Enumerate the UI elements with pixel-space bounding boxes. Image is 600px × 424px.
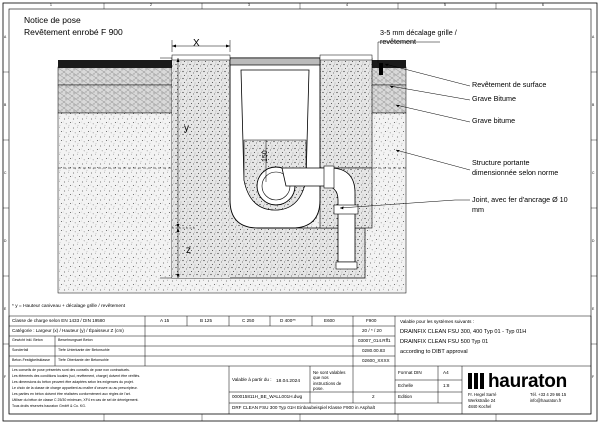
footnote: * y = Hauteur caniveau + décalage grille / revêtement — [12, 304, 126, 309]
company-mail: info@hauraton.fr — [530, 398, 562, 403]
disclaimer-line-3: Les dimensions du béton peuvent être adaptées selon les exigences du projet. — [12, 380, 134, 384]
grid-row-e: E — [4, 307, 7, 311]
side-row-3-value: Tiefe Oberkante der Betonsohle — [58, 358, 109, 362]
row-load-class-label: Classe de charge selon EN 1433 / DIN 19580 — [12, 318, 105, 323]
callout-grave-bitume-1: Grave Bitume — [472, 94, 516, 103]
code-2: 0280.00.83 — [362, 348, 385, 353]
load-class-f900: F900 — [366, 318, 377, 323]
grid-row-d: D — [4, 239, 7, 243]
grid-col-5: 5 — [444, 3, 446, 7]
side-row-2-label: Sonderfall — [12, 348, 29, 352]
grating — [230, 58, 320, 65]
disclaimer-line-2: Les éléments des conditions locales (sol, revêtement, charge) doivent être vérifiés. — [12, 374, 141, 378]
dimension-y-label: y — [184, 123, 189, 134]
side-row-1-value: Bewehrungsart Beton — [58, 338, 93, 342]
callout-joint-line1: Joint, avec fer d'ancrage Ø 10 — [472, 195, 568, 204]
sheet-title-line1: Notice de pose — [24, 15, 81, 25]
callout-surface: Revêtement de surface — [472, 80, 547, 89]
grid-col-3: 3 — [248, 3, 250, 7]
grid-row-b-right: B — [592, 103, 595, 107]
format-label: Format DIN — [398, 370, 422, 375]
asphalt-left — [58, 60, 173, 68]
company-addr1: Fr. Hegel Sarré — [468, 392, 497, 397]
valid-for-label: Valable pour les systèmes suivants : — [400, 319, 474, 324]
disclaimer-line-6: Utiliser du béton de classe C 25/30 minimum, XF4 en cas de sel de déneigement. — [12, 398, 139, 402]
row-dimensions-label: Catégorie : Largeur (x) / Hauteur (y) / Épaisseur Z (cm) — [12, 328, 124, 333]
system-1: DRAINFIX CLEAN FSU 300, 400 Typ 01 - Typ 01H — [400, 329, 527, 335]
side-row-2-value: Tiefe Unterkante der Betonsohle — [58, 348, 110, 352]
load-class-c250: C 250 — [242, 318, 255, 323]
dimension-150-label: 150 — [262, 150, 269, 162]
disclaimer-line-1: Les conseils de pose présentés sont des conseils de pose non contractuels. — [12, 368, 130, 372]
code-1: 03007_014.Rff1 — [358, 338, 391, 343]
dims-value: 20 / * / 20 — [362, 328, 382, 333]
grid-row-f: F — [4, 375, 7, 379]
note: Ne sont valables que nos instructions de pose. — [313, 370, 346, 391]
sheet-title-line2: Revêtement enrobé F 900 — [24, 27, 123, 37]
scale-value: 1:8 — [443, 383, 450, 388]
dimension-z-label: z — [186, 245, 191, 256]
company-addr2: Werkstraße 24 — [468, 398, 496, 403]
edition-label: Edition — [398, 394, 413, 399]
callout-gap-line1: 3-5 mm décalage grille / — [380, 28, 457, 37]
company-addr3: 4840 Kochel — [468, 404, 492, 409]
grid-col-1: 1 — [50, 3, 52, 7]
callout-joint-line2: mm — [472, 205, 484, 214]
valid-from-date: 18.04.2024 — [276, 379, 301, 384]
company-phone: Tél. +33 4 29 66 15 — [530, 392, 567, 397]
anchor-bar-top — [379, 63, 383, 75]
callout-structure-line1: Structure portante — [472, 158, 530, 167]
code-3: 02600_XXXX — [362, 358, 390, 363]
load-class-e600: E600 — [324, 318, 335, 323]
grid-row-c: C — [4, 171, 7, 175]
side-row-1-label: Gewicht inkl. Beton — [12, 338, 43, 342]
drawing-number: 000015811H_BE_WALL001H.dwg — [232, 394, 303, 399]
disclaimer-line-4: Le choix de la classe de charge appartient au maître d'oeuvre ou au prescripteur. — [12, 386, 138, 390]
grid-row-f-right: F — [592, 375, 595, 379]
grid-row-a-right: A — [592, 35, 595, 39]
grid-row-e-right: E — [592, 307, 595, 311]
dimension-x-label: X — [193, 38, 200, 49]
grid-col-4: 4 — [346, 3, 348, 7]
hauraton-logo-mark — [468, 373, 484, 389]
callout-gap-line2: revêtement — [380, 37, 416, 46]
callout-grave-bitume-2: Grave bitume — [472, 116, 516, 125]
side-row-3-label: Beton-Festigkeitsklasse — [12, 358, 50, 362]
disclaimer-line-5: Les parties en béton doivent être réalisées conformément aux règles de l'art. — [12, 392, 131, 396]
grid-row-b: B — [4, 103, 7, 107]
sheet-number: 2 — [372, 394, 375, 399]
grid-col-2: 2 — [150, 3, 152, 7]
disclaimer-line-7: Tous droits réservés hauraton GmbH & Co. KG. — [12, 404, 86, 408]
load-class-d400: D 400** — [280, 318, 296, 323]
hauraton-logo-text: hauraton — [488, 371, 567, 392]
grid-row-d-right: D — [592, 239, 595, 243]
scale-label: Echelle — [398, 383, 414, 388]
grid-row-a: A — [4, 35, 7, 39]
system-3: according to DIBT approval — [400, 349, 468, 355]
load-class-a15: A 15 — [160, 318, 170, 323]
callout-structure-line2: dimensionnée selon norme — [472, 168, 559, 177]
load-class-b125: B 125 — [200, 318, 213, 323]
valid-from-label: Valable à partir du : — [232, 377, 272, 382]
drawing-description: DRF CLEAN FSU 300 Typ 01H Einbaubeispiel Klasse F900 in Asphalt — [232, 405, 375, 410]
concrete-right-haunch — [320, 58, 372, 168]
grid-col-6: 6 — [542, 3, 544, 7]
system-2: DRAINFIX CLEAN FSU 500 Typ 01 — [400, 339, 489, 345]
grid-row-c-right: C — [592, 171, 595, 175]
format-value: A4 — [443, 370, 449, 375]
